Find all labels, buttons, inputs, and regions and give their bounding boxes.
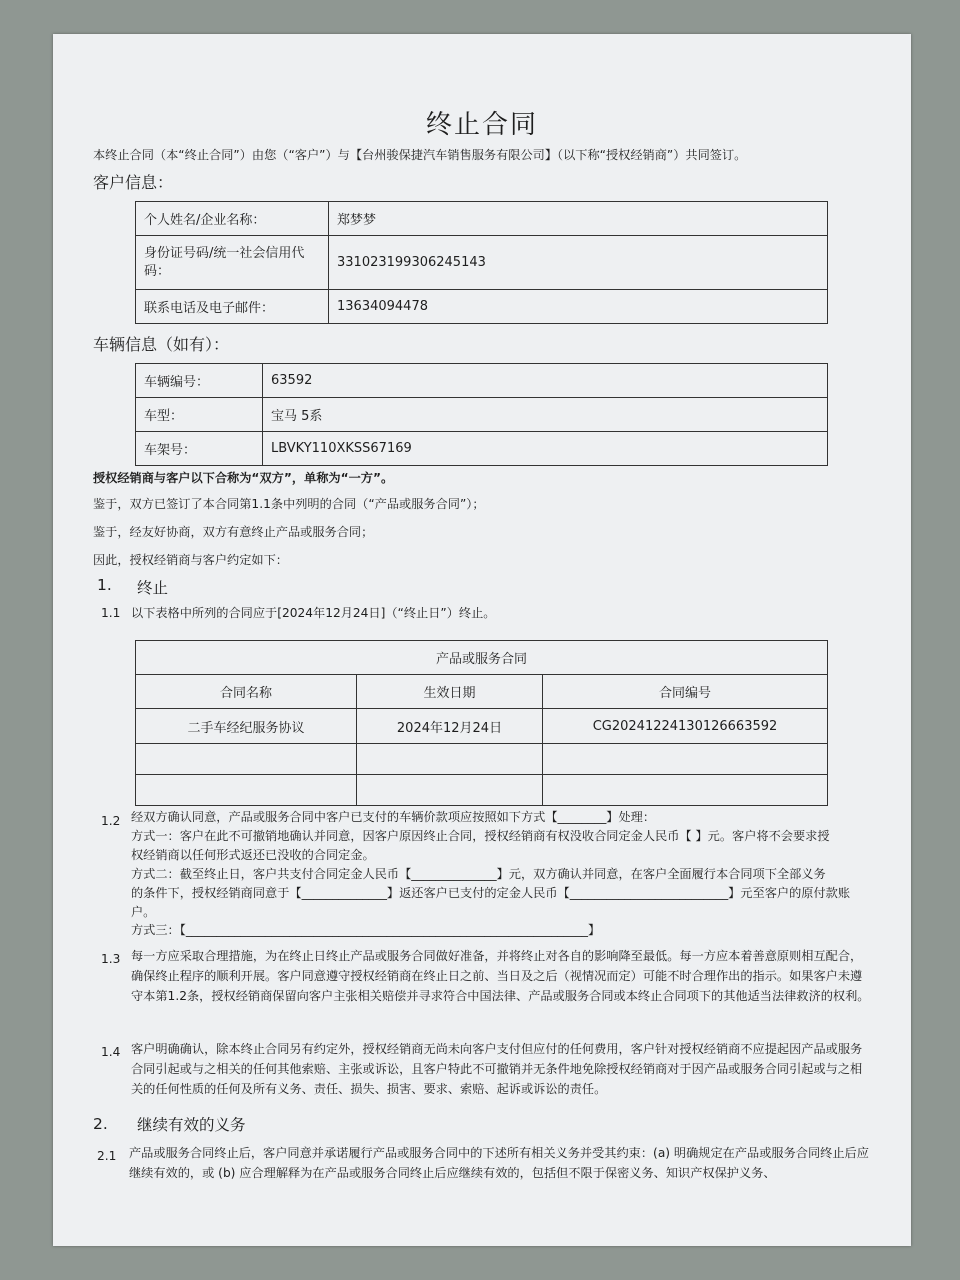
customer-row [136, 290, 828, 324]
clause-1-2-line: 户。 [131, 905, 156, 919]
clause-1-3-text: 每一方应采取合理措施，为在终止日终止产品或服务合同做好准备，并将终止对各自的影响降至最低。每一方应本着善意原则相互配合，确保终止程序的顺利开展。客户同意遵守授权经销商在终止日之前、当日及之后（视情况而定）可能不时合理作出的指示。如果客户未遵守本第1.2条，授权经销商保留向客户主张相关赔偿并寻求符合中国法律、产品或服务合同或本终止合同项下的其他适当法律救济的权利。 [131, 949, 870, 1003]
whereas-clause-1: 鉴于，双方已签订了本合同第1.1条中列明的合同（“产品或服务合同”）； [93, 497, 485, 511]
document-title: 终止合同 [425, 110, 538, 140]
header-contract-number: 合同编号 [543, 675, 828, 709]
clause-1-1-text: 以下表格中所列的合同应于[2024年12月24日]（“终止日”）终止。 [131, 606, 496, 620]
customer-label: 联系电话及电子邮件： [136, 290, 329, 324]
intro-paragraph: 本终止合同（本“终止合同”）由您（“客户”）与【台州骏保捷汽车销售服务有限公司】（以下称“授权经销商”）共同签订。 [93, 148, 747, 162]
vehicle-row [136, 432, 828, 466]
vehicle-value: LBVKY110XKSS67169 [263, 432, 828, 466]
contracts-table [135, 640, 828, 806]
whereas-clause-2: 鉴于，经友好协商，双方有意终止产品或服务合同； [93, 525, 374, 539]
section-1-number: 1. [97, 576, 112, 594]
clause-1-4-text: 客户明确确认，除本终止合同另有约定外，授权经销商无尚未向客户支付但应付的任何费用，客户针对授权经销商不应提起因产品或服务合同引起或与之相关的任何其他索赔、主张或诉讼，且客户特此不可撤销并无条件地免除授权经销商对于因产品或服务合同引起或与之相关的任何性质的任何及所有义务、责任、损失、损害、要求、索赔、起诉或诉讼的责任。 [131, 1042, 863, 1096]
cell-contract-name [136, 744, 357, 775]
table-row [136, 709, 828, 744]
vehicle-row [136, 364, 828, 398]
customer-value: 13634094478 [329, 290, 828, 324]
contracts-caption-row [136, 641, 828, 675]
clause-1-3-number: 1.3 [101, 952, 121, 966]
cell-effective-date: 2024年12月24日 [357, 709, 543, 744]
header-contract-name: 合同名称 [136, 675, 357, 709]
section-1-title: 终止 [137, 579, 169, 597]
clause-1-2-line: 方式一：客户在此不可撤销地确认并同意，因客户原因终止合同，授权经销商有权没收合同定金人民币【 】元。客户将不会要求授 [131, 829, 830, 843]
clause-1-4-number: 1.4 [101, 1045, 121, 1059]
customer-value: 331023199306245143 [329, 236, 828, 290]
customer-row [136, 236, 828, 290]
customer-heading: 客户信息： [93, 173, 174, 192]
cell-effective-date [357, 744, 543, 775]
cell-contract-name [136, 775, 357, 806]
customer-table [135, 201, 828, 324]
vehicle-label: 车架号： [136, 432, 263, 466]
clause-1-2-line: 的条件下，授权经销商同意于【______________】返还客户已支付的定金人民币【__________________________】元至客户的原付款账 [131, 886, 851, 900]
clause-1-2-line: 方式三：【__________________________________________________________________】 [131, 923, 601, 937]
clause-2-1-number: 2.1 [97, 1149, 117, 1163]
clause-1-2-number: 1.2 [101, 814, 121, 828]
cell-contract-number [543, 775, 828, 806]
clause-2-1-text: 产品或服务合同终止后，客户同意并承诺履行产品或服务合同中的下述所有相关义务并受其约束：(a) 明确规定在产品或服务合同终止后应继续有效的，或 (b) 应合理解释为在产品或服务合同终止后应继续有效的，包括但不限于保密义务、知识产权保护义务、 [129, 1146, 869, 1180]
section-2-title: 继续有效的义务 [137, 1116, 246, 1134]
parties-clause: 授权经销商与客户以下合称为“双方”，单称为“一方”。 [93, 471, 394, 485]
contracts-header-row [136, 675, 828, 709]
customer-label: 个人姓名/企业名称： [136, 202, 329, 236]
vehicle-label: 车型： [136, 398, 263, 432]
header-effective-date: 生效日期 [357, 675, 543, 709]
table-row [136, 775, 828, 806]
document-page [53, 34, 911, 1246]
customer-value: 郑梦梦 [329, 202, 828, 236]
therefore-clause: 因此，授权经销商与客户约定如下： [93, 553, 288, 567]
clause-1-2-line: 经双方确认同意，产品或服务合同中客户已支付的车辆价款项应按照如下方式【________】处理： [131, 810, 656, 824]
section-2-number: 2. [93, 1115, 108, 1133]
clause-1-1-number: 1.1 [101, 606, 121, 620]
customer-row [136, 202, 828, 236]
vehicle-table [135, 363, 828, 466]
cell-contract-name: 二手车经纪服务协议 [136, 709, 357, 744]
cell-contract-number: CG20241224130126663592 [543, 709, 828, 744]
vehicle-row [136, 398, 828, 432]
clause-1-2-line: 权经销商以任何形式返还已没收的合同定金。 [131, 848, 375, 862]
vehicle-value: 63592 [263, 364, 828, 398]
clause-1-2-line: 方式二：截至终止日，客户共支付合同定金人民币【______________】元，双方确认并同意，在客户全面履行本合同项下全部义务 [131, 867, 826, 881]
vehicle-value: 宝马 5系 [263, 398, 828, 432]
vehicle-heading: 车辆信息（如有）： [93, 335, 230, 354]
contracts-caption: 产品或服务合同 [136, 641, 828, 675]
cell-contract-number [543, 744, 828, 775]
cell-effective-date [357, 775, 543, 806]
customer-label: 身份证号码/统一社会信用代码： [136, 236, 329, 290]
table-row [136, 744, 828, 775]
vehicle-label: 车辆编号： [136, 364, 263, 398]
